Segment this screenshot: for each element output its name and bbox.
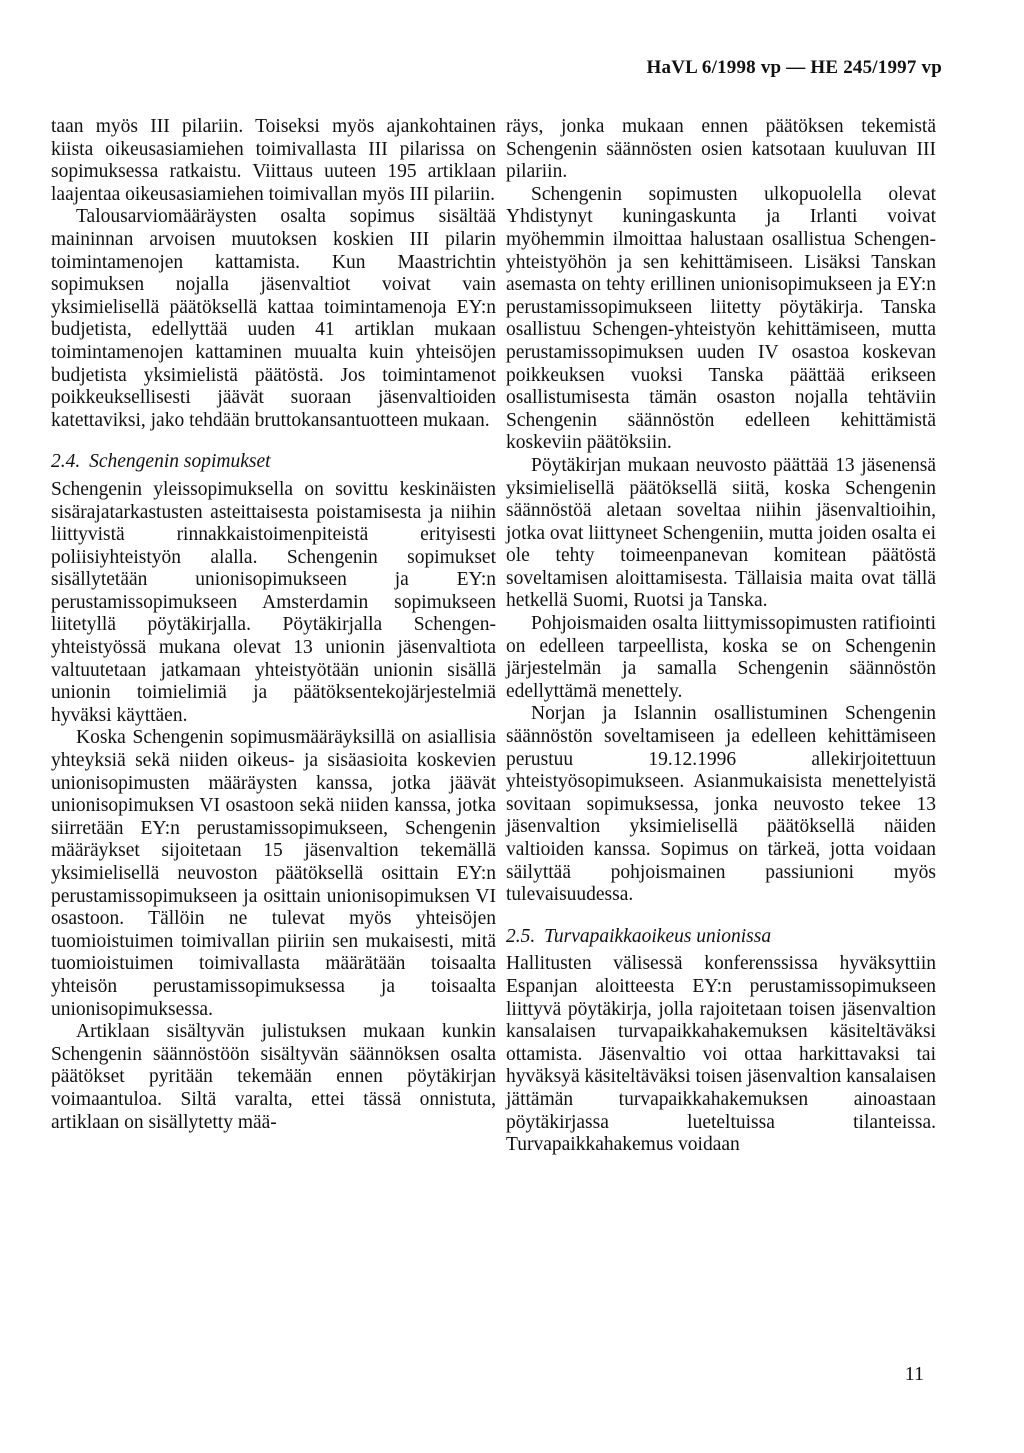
- page-number: 11: [904, 1363, 924, 1385]
- paragraph: taan myös III pilariin. Toiseksi myös ajankohtainen kiista oikeusasiamiehen toimivallasta III pilarissa on sopimuksessa ratkaistu. Viittaus uuteen 195 artiklaan laajentaa oikeusasiamiehen toimivallan myös III pilariin.: [51, 116, 496, 205]
- section-number: 2.4.: [51, 451, 81, 473]
- section-title: Turvapaikkaoikeus unionissa: [544, 925, 772, 947]
- paragraph: Schengenin sopimusten ulkopuolella olevat Yhdistynyt kuningaskunta ja Irlanti voivat myöhemmin ilmoittaa halustaan osallistua Schengen-yhteistyöhön ja sen kehittämiseen. Lisäksi Tanskan asemasta on tehty erillinen unionisopimukseen ja EY:n perustamissopimukseen liitetty pöytäkirja. Tanska osallistuu Schengen-yhteistyön kehittämiseen, mutta perustamissopimuksen uuden IV osastoa koskevan poikkeuksen vuoksi Tanska päättää erikseen osallistumisesta tämän osaston nojalla tehtäviin Schengenin säännöstön edelleen kehittämistä koskeviin päätöksiin.: [506, 183, 936, 454]
- section-heading-2-5: [506, 926, 936, 949]
- section-number: 2.5.: [506, 925, 536, 947]
- paragraph: Norjan ja Islannin osallistuminen Schengenin säännöstön soveltamiseen ja edelleen kehittämiseen perustuu 19.12.1996 allekirjoitettuun yhteistyösopimukseen. Asianmukaisista menettelyistä sovitaan sopimuksessa, jonka neuvosto tekee 13 jäsenvaltion yksimielisellä päätöksellä näiden valtioiden kanssa. Sopimus on tärkeä, jotta voidaan säilyttää pohjoismainen passiunioni myös tulevaisuudessa.: [506, 703, 936, 906]
- running-header: HaVL 6/1998 vp — HE 245/1997 vp: [646, 57, 942, 78]
- section-title: Schengenin sopimukset: [89, 451, 271, 473]
- paragraph: räys, jonka mukaan ennen päätöksen tekemistä Schengenin säännösten osien katsotaan kuuluvan III pilariin.: [506, 116, 936, 183]
- left-column: [51, 116, 496, 1134]
- paragraph: Talousarviomääräysten osalta sopimus sisältää maininnan arvoisen muutoksen koskien III pilarin toimintamenojen kattamista. Kun Maastrichtin sopimuksen nojalla jäsenvaltiot voivat vain yksimielisellä päätöksellä kattaa toimintamenoja EY:n budjetista, edellyttää uuden 41 artiklan mukaan toimintamenojen kattaminen muualta kuin yhteisöjen budjetista yksimielistä päätöstä. Jos toimintamenot poikkeuksellisesti jäävät suoraan jäsenvaltioiden katettaviksi, jako tehdään bruttokansantuotteen mukaan.: [51, 206, 496, 431]
- paragraph: Pohjoismaiden osalta liittymissopimusten ratifiointi on edelleen tarpeellista, koska se on Schengenin järjestelmän ja samalla Schengenin säännöstön edellyttämä menettely.: [506, 613, 936, 702]
- right-column: [506, 116, 936, 1157]
- section-heading-2-4: [51, 451, 496, 474]
- paragraph: Hallitusten välisessä konferenssissa hyväksyttiin Espanjan aloitteesta EY:n perustamissopimukseen liittyvä pöytäkirja, jolla rajoitetaan toisen jäsenvaltion kansalaisen turvapaikkahakemuksen käsiteltäväksi ottamista. Jäsenvaltio voi ottaa harkittavaksi tai hyväksyä käsiteltäväksi toisen jäsenvaltion kansalaisen jättämän turvapaikkahakemuksen ainoastaan pöytäkirjassa lueteltuissa tilanteissa. Turvapaikkahakemus voidaan: [506, 953, 936, 1156]
- paragraph: Pöytäkirjan mukaan neuvosto päättää 13 jäsenensä yksimielisellä päätöksellä siitä, koska Schengenin säännöstöä aletaan soveltaa niihin jäsenvaltioihin, jotka ovat liittyneet Schengeniin, mutta joiden osalta ei ole tehty toimeenpanevan komitean päätöstä soveltamisen aloittamisesta. Tällaisia maita ovat tällä hetkellä Suomi, Ruotsi ja Tanska.: [506, 454, 936, 612]
- paragraph: Artiklaan sisältyvän julistuksen mukaan kunkin Schengenin säännöstöön sisältyvän säännöksen osalta päätökset pyritään tekemään ennen pöytäkirjan voimaantuloa. Siltä varalta, ettei tässä onnistuta, artiklaan on sisällytetty mää-: [51, 1021, 496, 1133]
- paragraph: Schengenin yleissopimuksella on sovittu keskinäisten sisärajatarkastusten asteittaisesta poistamisesta ja niihin liittyvistä rinnakkaistoimenpiteistä erityisesti poliisiyhteistyön alalla. Schengenin sopimukset sisällytetään unionisopimukseen ja EY:n perustamissopimukseen Amsterdamin sopimukseen liitetyllä pöytäkirjalla. Pöytäkirjalla Schengen-yhteistyössä mukana olevat 13 unionin jäsenvaltiota valtuutetaan jatkamaan yhteistyötään unionin sisällä unionin toimielimiä ja päätöksentekojärjestelmiä hyväksi käyttäen.: [51, 478, 496, 726]
- paragraph: Koska Schengenin sopimusmääräyksillä on asiallisia yhteyksiä sekä niiden oikeus- ja sisäasioita koskevien unionisopimusten määräysten kanssa, jotka jäävät unionisopimuksen VI osastoon sekä niiden kanssa, jotka siirretään EY:n perustamissopimukseen, Schengenin määräykset sijoitetaan 15 jäsenvaltion tekemällä yksimielisellä neuvoston päätöksellä osittain EY:n perustamissopimukseen ja osittain unionisopimuksen VI osastoon. Tällöin ne tulevat myös yhteisöjen tuomioistuimen toimivallan piiriin sen mukaisesti, mitä tuomioistuimen toimivallasta määrätään toisaalta yhteisön perustamissopimuksessa ja toisaalta unionisopimuksessa.: [51, 727, 496, 1020]
